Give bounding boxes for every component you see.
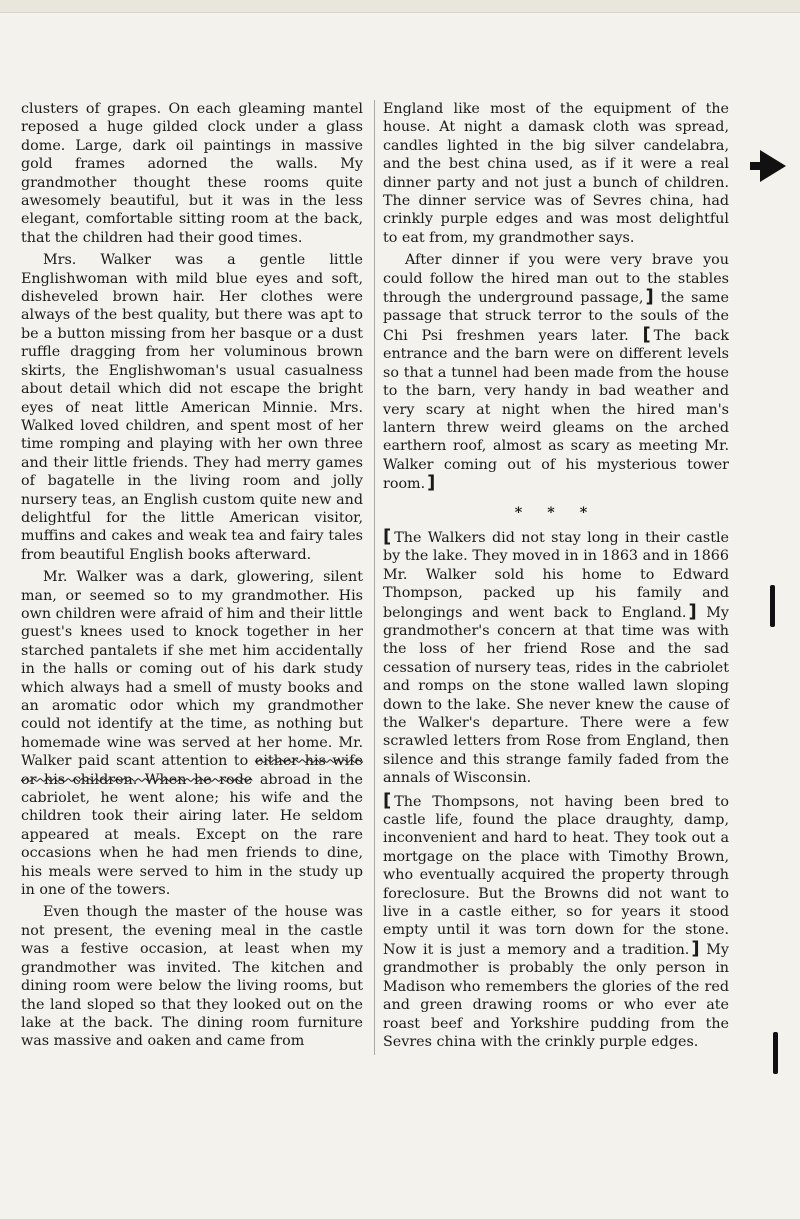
right-paragraph-4-text-a: The Thompsons, not having been bred to castle life, found the place draughty, damp, inconvenient and hard to heat. They took out a mortgage on the place with Timothy Brown, who eventually acquired the property through foreclosure. But the Browns did not want to live in a castle either, so for years it stood empty until it was torn down for the stone. Now it is just a memory and a tradition. <box>383 793 729 958</box>
margin-tick-mark <box>770 585 775 627</box>
right-paragraph-4-text-b: My grandmother is probably the only person in Madison who remembers the glories of the red and green drawing rooms or who ever ate roast beef and Yorkshire pudding from the Sevres china with the crinkly purple edges. <box>383 941 729 1050</box>
right-paragraph-1: England like most of the equipment of the house. At night a damask cloth was spread, candles lighted in the big silver candelabra, and the best china used, as if it were a real dinner party and not just a bunch of children. The dinner service was of Sevres china, had crinkly purple edges and was most delightful to eat from, my grandmother says. <box>383 101 729 246</box>
margin-tick-mark <box>773 1032 778 1074</box>
right-column <box>383 100 729 1051</box>
right-paragraph-4 <box>383 789 729 1052</box>
right-paragraph-2 <box>383 251 729 493</box>
left-paragraph-1: clusters of grapes. On each gleaming mantel reposed a huge gilded clock under a glass dome. Large, dark oil paintings in massive gold frames adorned the walls. My grandmother thought these rooms quite awesomely beautiful, but it was in the less elegant, comfortable sitting room at the back, that the children had their good times. <box>21 101 363 246</box>
right-paragraph-3-text-b: My grandmother's concern at that time was with the loss of her friend Rose and the sad cessation of nursery teas, rides in the cabriolet and romps on the stone walled lawn sloping down to the lake. She never knew the cause of the Walker's departure. There were a few scrawled letters from Rose from England, then silence and this strange family faded from the annals of Wisconsin. <box>383 604 729 787</box>
left-paragraph-3-text-a: Mr. Walker was a dark, glowering, silent man, or seemed so to my grandmother. His own children were afraid of him and their little guest's knees used to knock together in her starched pantalets if she met him accidentally in the halls or coming out of his dark study which always had a smell of musty books and an aromatic odor which my grandmother could not identify at the time, as nothing but homemade wine was served at her home. Mr. Walker paid scant attention to <box>21 569 363 770</box>
left-paragraph-4: Even though the master of the house was not present, the evening meal in the castle was a festive occasion, at least when my grandmother was invited. The kitchen and dining room were below the living rooms, but the land sloped so that they looked out on the lake at the back. The dining room furniture was massive and oaken and came from <box>21 904 363 1050</box>
close-bracket-mark: ] <box>645 286 654 308</box>
close-bracket-mark: ] <box>427 472 436 494</box>
open-bracket-mark: [ <box>642 323 651 345</box>
left-paragraph-3 <box>21 568 363 899</box>
column-divider <box>374 100 375 1055</box>
left-paragraph-3-struck-text: either his wife or his children. When he rode <box>21 753 363 788</box>
page-top-edge <box>0 0 800 13</box>
open-bracket-mark: [ <box>383 789 392 811</box>
right-paragraph-3 <box>383 525 729 788</box>
right-paragraph-2-text-b: the same passage that struck terror to the souls of the Chi Psi freshmen years later. <box>383 290 729 344</box>
left-paragraph-2: Mrs. Walker was a gentle little Englishwoman with mild blue eyes and soft, disheveled brown hair. Her clothes were always of the best quality, but there was apt to be a button missing from her basque or a dust ruffle dragging from her voluminous brown skirts, the Englishwoman's usual casualness about detail which did not escape the bright eyes of neat little American Minnie. Mrs. Walked loved children, and spent most of her time romping and playing with her own three and their little friends. They had merry games of bagatelle in the living room and jolly nursery teas, an English custom quite new and delightful for the little American visitor, muffins and cakes and weak tea and fairy tales from beautiful English books afterward. <box>21 252 363 563</box>
open-bracket-mark: [ <box>383 525 392 547</box>
right-paragraph-2-text-a: After dinner if you were very brave you could follow the hired man out to the stables through the underground passage, <box>383 252 729 307</box>
left-column <box>21 100 363 1051</box>
right-paragraph-3-text-a: The Walkers did not stay long in their castle by the lake. They moved in in 1863 and in 1866 Mr. Walker sold his home to Edward Thompson, packed up his family and belongings and went back to England. <box>383 529 729 621</box>
section-separator: * * * <box>514 504 598 521</box>
close-bracket-mark: ] <box>688 600 697 622</box>
right-paragraph-2-text-c: The back entrance and the barn were on different levels so that a tunnel had been made from the house to the barn, very handy in bad weather and very scary at night when the hired man's lantern threw weird gleams on the arched earthern roof, almost as scary as meeting Mr. Walker coming out of his mysterious tower room. <box>383 327 729 493</box>
arrow-pointer-icon <box>760 150 786 182</box>
left-paragraph-3-text-b: abroad in the cabriolet, he went alone; his wife and the children took their airing later. He seldom appeared at meals. Except on the rare occasions when he had men friends to dine, his meals were served to him in the study up in one of the towers. <box>21 771 364 899</box>
close-bracket-mark: ] <box>691 937 700 959</box>
